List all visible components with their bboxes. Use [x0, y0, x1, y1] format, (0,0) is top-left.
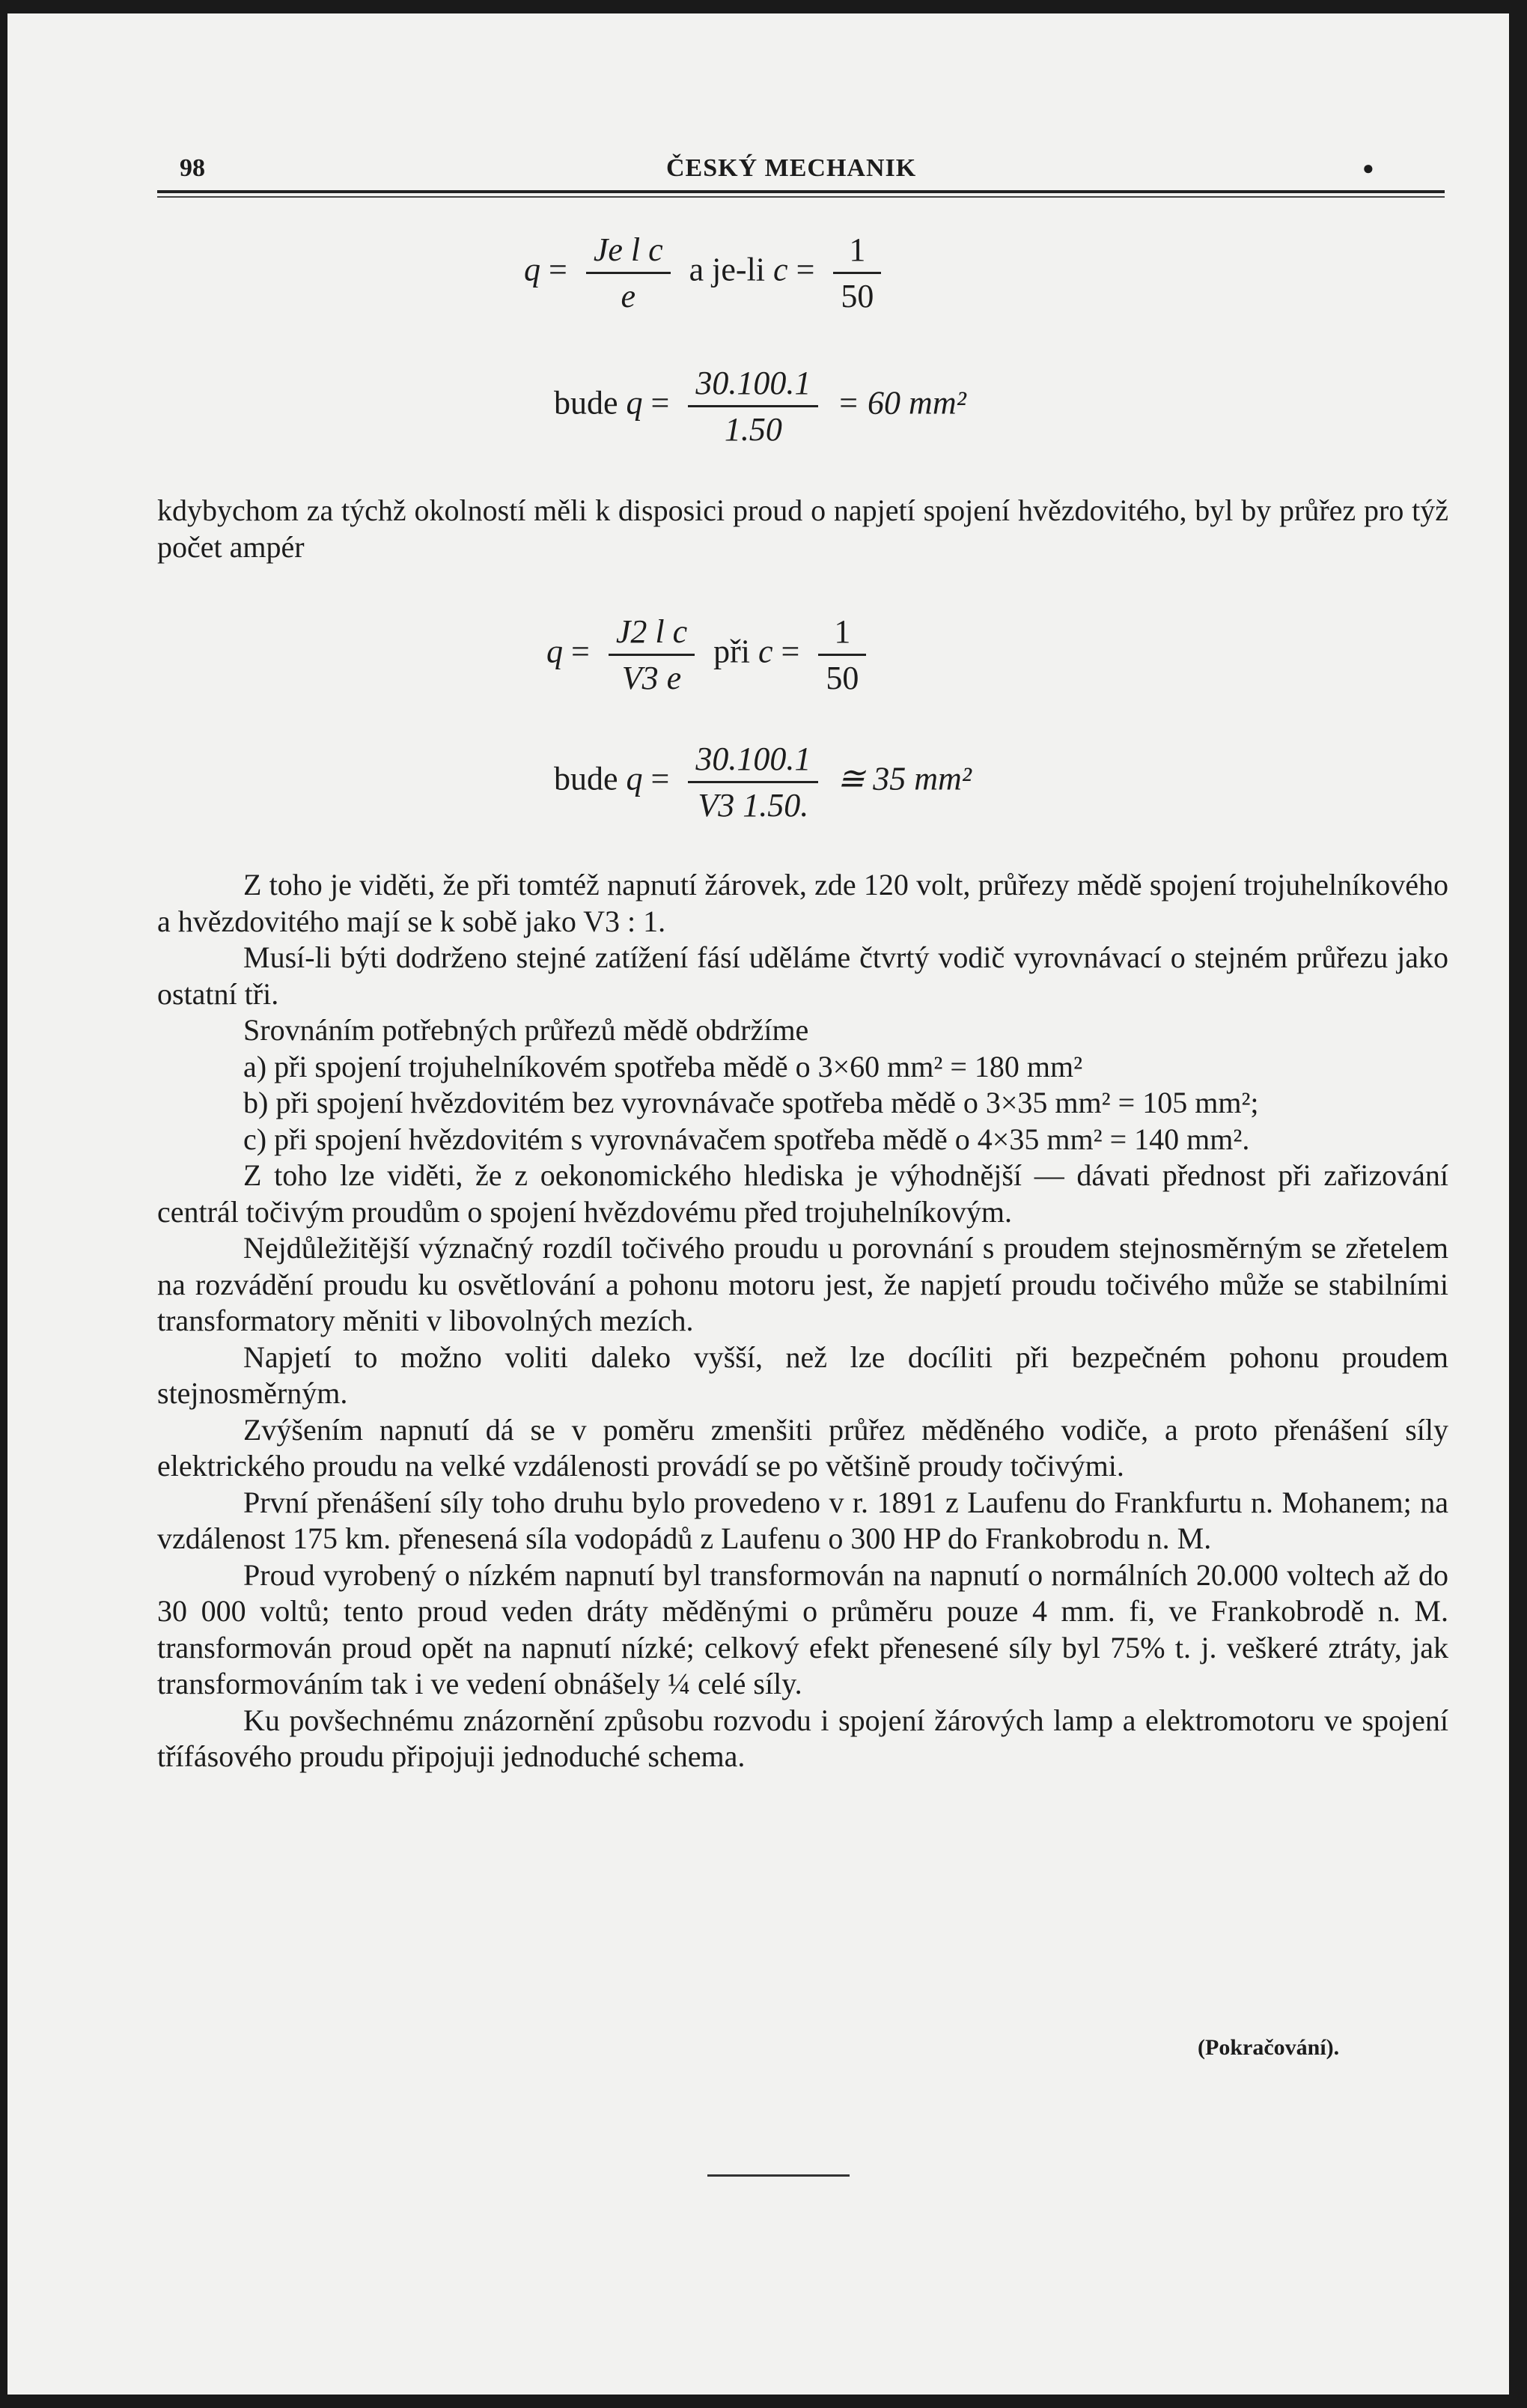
formula-2: bude q = $\frac{30.100.1}{1.50}$ = 60 mm²	[554, 365, 966, 448]
closing-rule	[707, 2174, 850, 2177]
paragraph: První přenášení síly toho druhu bylo provedeno v r. 1891 z Laufenu do Frankfurtu n. Mohanem; na vzdálenost 175 km. přenesená síla vodopádů z Laufenu o 300 HP do Frankobrodu n. M.	[157, 1485, 1448, 1555]
paragraph: Napjetí to možno voliti daleko vyšší, než lze docíliti při bezpečném pohonu proudem stejnosměrným.	[157, 1340, 1448, 1410]
header-rule-thin	[157, 196, 1445, 198]
formula-3: q = $\frac{\text{J2 l c}}{V3 e}$ při c = $\frac{1}{50}$	[546, 612, 877, 697]
header-mark: ●	[1362, 157, 1374, 179]
continued-note: (Pokračování).	[1198, 2035, 1340, 2060]
running-header	[180, 141, 1452, 186]
paragraph: Proud vyrobený o nízkém napnutí byl transformován na napnutí o normálních 20.000 voltech až do 30 000 voltů; tento proud veden dráty měděnými o průměru pouze 4 mm. fi, ve Frankobrodě n. M. transformován proud opět na napnutí nízké; celkový efekt přenesené síly byl 75% t. j. veškeré ztráty, jak transformováním tak i ve vedení obnášely ¼ celé síly.	[157, 1557, 1448, 1700]
intro-paragraph: kdybychom za týchž okolností měli k disposici proud o napjetí spojení hvězdovitého, byl by průřez pro týž počet ampér	[157, 493, 1448, 564]
paragraph: Zvýšením napnutí dá se v poměru zmenšiti průřez měděného vodiče, a proto přenášení síly elektrického proudu na velké vzdálenosti provádí se po většině proudy točivými.	[157, 1412, 1448, 1483]
journal-title: ČESKÝ MECHANIK	[666, 154, 917, 182]
fraction: $\frac{30.100.1}{1.50}$	[688, 364, 818, 449]
page-number: 98	[180, 154, 205, 182]
list-item: a) při spojení trojuhelníkovém spotřeba mědě o 3×60 mm² = 180 mm²	[243, 1049, 1083, 1083]
paragraph: Z toho lze viděti, že z oekonomického hlediska je výhodnější — dávati přednost při zařizování centrál točivým proudům o spojení hvězdovému před trojuhelníkovým.	[157, 1158, 1448, 1229]
paragraph: Musí-li býti dodrženo stejné zatížení fásí uděláme čtvrtý vodič vyrovnávací o stejném průřezu jako ostatní tři.	[157, 940, 1448, 1011]
fraction: $\frac{1}{50}$	[818, 612, 866, 697]
fraction: $\frac{1}{50}$	[833, 231, 881, 315]
formula-1: q = $\frac{\text{Je l c}}{e}$ a je-li c = $\frac{1}{50}$	[524, 231, 891, 315]
list-item: c) při spojení hvězdovitém s vyrovnávačem spotřeba mědě o 4×35 mm² = 140 mm².	[243, 1122, 1250, 1156]
fraction: $\frac{\text{Je l c}}{e}$	[586, 231, 671, 315]
paragraph: Srovnáním potřebných průřezů mědě obdržíme	[243, 1013, 809, 1047]
list-item: b) při spojení hvězdovitém bez vyrovnávače spotřeba mědě o 3×35 mm² = 105 mm²;	[243, 1086, 1259, 1119]
fraction: $\frac{30.100.1}{V3 1.50.}$	[688, 740, 818, 824]
header-rule	[157, 190, 1445, 193]
book-page	[7, 13, 1509, 2395]
main-text	[157, 867, 1448, 1775]
paragraph: Ku povšechnému znázornění způsobu rozvodu i spojení žárových lamp a elektromotoru ve spojení třífásového proudu připojuji jednoduché schema.	[157, 1703, 1448, 1773]
paragraph: Nejdůležitější význačný rozdíl točivého proudu u porovnání s proudem stejnosměrným se zřetelem na rozvádění proudu ku osvětlování a pohonu motoru jest, že napjetí proudu točivého může se stabilními transformatory měniti v libovolných mezích.	[157, 1231, 1448, 1337]
paragraph: Z toho je viděti, že při tomtéž napnutí žárovek, zde 120 volt, průřezy mědě spojení trojuhelníkového a hvězdovitého mají se k sobě jako V3 : 1.	[157, 868, 1448, 938]
formula-4: bude q = $\frac{30.100.1}{V3 1.50.}$ ≅ 35 mm²	[554, 741, 972, 824]
fraction: $\frac{\text{J2 l c}}{V3 e}$	[609, 612, 695, 697]
